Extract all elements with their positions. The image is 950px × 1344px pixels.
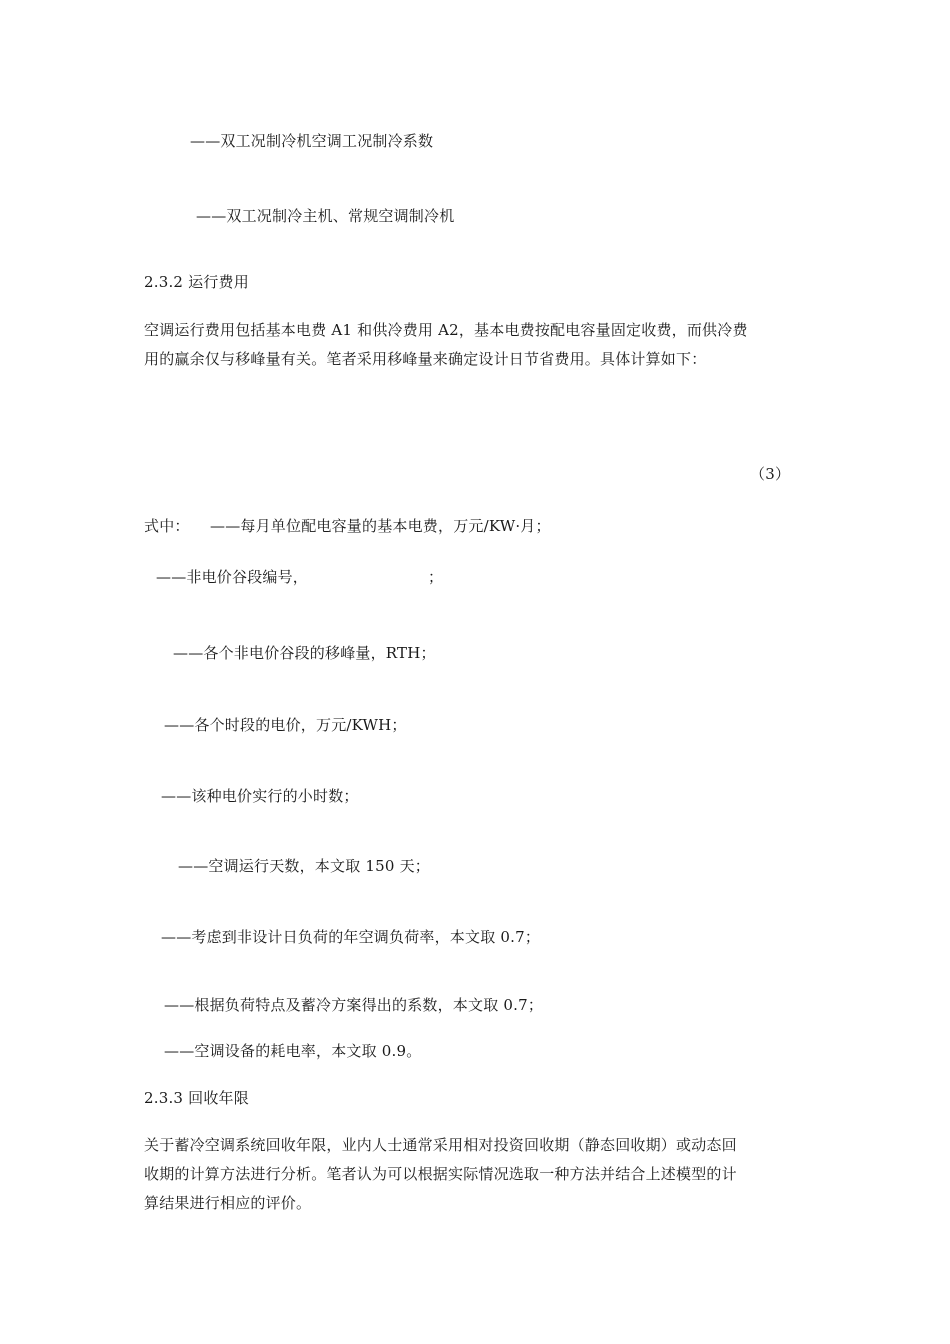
- definition-peak-shift: ——各个非电价谷段的移峰量，RTH；: [173, 644, 436, 662]
- where-label: 式中：: [144, 517, 190, 535]
- definition-basic-fee: ——每月单位配电容量的基本电费，万元/KW·月；: [210, 517, 551, 535]
- definition-load-rate: ——考虑到非设计日负荷的年空调负荷率，本文取 0.7；: [161, 928, 541, 946]
- definition-period-index: ——非电价谷段编号，: [156, 568, 309, 586]
- definition-hours: ——该种电价实行的小时数；: [161, 787, 359, 805]
- definition-chillers: ——双工况制冷主机、常规空调制冷机: [196, 207, 455, 225]
- paragraph-operating-cost: [144, 316, 809, 374]
- section-heading-payback: 2.3.3 回收年限: [144, 1089, 249, 1107]
- definition-days: ——空调运行天数，本文取 150 天；: [178, 857, 430, 875]
- paragraph-payback: [144, 1131, 809, 1218]
- paragraph-line: 用的赢余仅与移峰量有关。笔者采用移峰量来确定设计日节省费用。具体计算如下：: [144, 350, 707, 368]
- definition-cop-ratio: ——双工况制冷机空调工况制冷系数: [190, 132, 434, 150]
- paragraph-line: 收期的计算方法进行分析。笔者认为可以根据实际情况选取一种方法并结合上述模型的计: [144, 1165, 737, 1183]
- definition-power-rate: ——空调设备的耗电率，本文取 0.9。: [164, 1042, 422, 1060]
- definition-coefficient: ——根据负荷特点及蓄冷方案得出的系数，本文取 0.7；: [164, 996, 544, 1014]
- definition-period-index-suffix: ；: [428, 568, 444, 586]
- paragraph-line: 算结果进行相应的评价。: [144, 1194, 312, 1212]
- definition-price: ——各个时段的电价，万元/KWH；: [164, 716, 407, 734]
- paragraph-line: 空调运行费用包括基本电费 A1 和供冷费用 A2，基本电费按配电容量固定收费，而供冷费: [144, 321, 748, 339]
- section-heading-operating-cost: 2.3.2 运行费用: [144, 273, 249, 291]
- paragraph-line: 关于蓄冷空调系统回收年限，业内人士通常采用相对投资回收期（静态回收期）或动态回: [144, 1136, 737, 1154]
- equation-number: （3）: [750, 465, 791, 483]
